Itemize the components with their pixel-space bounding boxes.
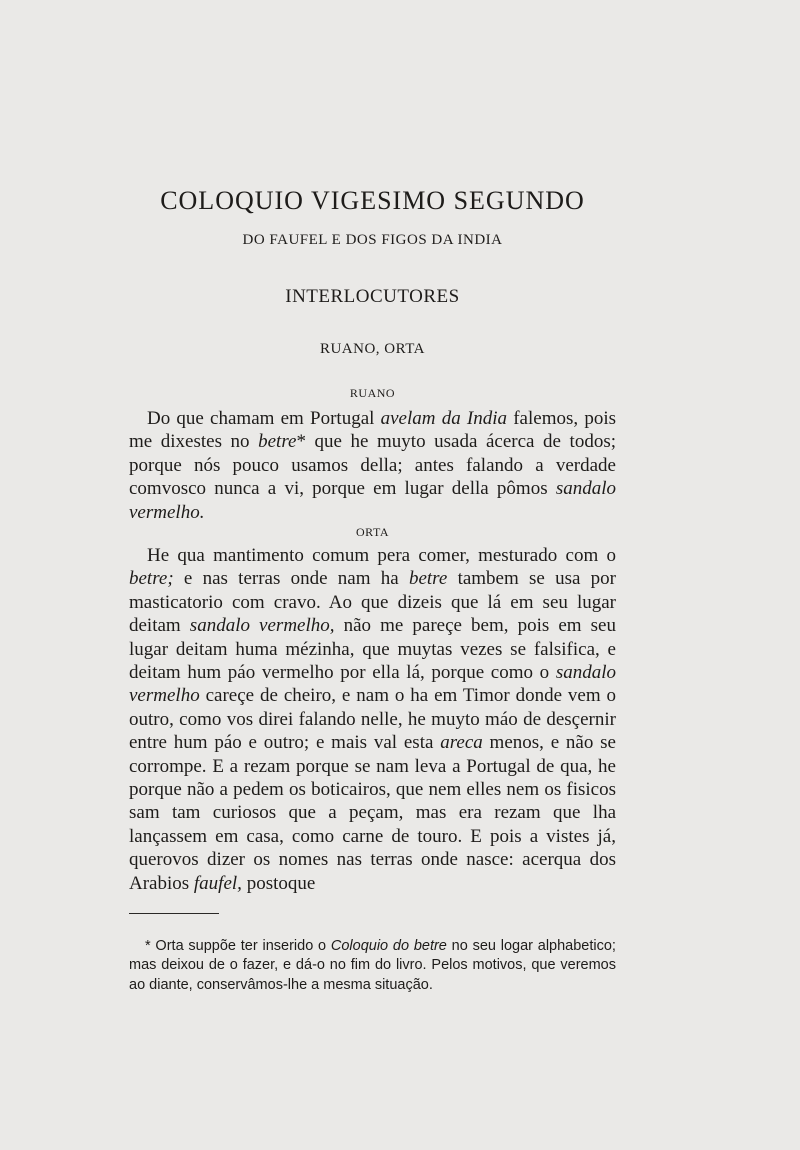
italic-term: areca (440, 732, 483, 754)
italic-term: Coloquio do betre (330, 938, 447, 954)
text-run: * Orta suppõe ter inserido o (145, 938, 331, 954)
chapter-subtitle: DO FAUFEL E DOS FIGOS DA INDIA (242, 232, 503, 248)
text-run: * que he muyto usada ácerca de todos; porque nós pouco usamos della; antes falando a verdade comvosco nunca a vi, porque em lugar della pômos (129, 431, 616, 500)
italic-term: sandalo vermelho. (129, 478, 616, 523)
italic-term: avelam da India (380, 408, 508, 429)
italic-term: betre (408, 568, 448, 590)
text-run: careçe de cheiro, e nam o ha em Timor donde vem o outro, como vos direi falando nelle, he muyto máo de desçernir entre hum páo e outro; e mais val esta (129, 685, 616, 754)
text-run: Do que chamam em Portugal (147, 408, 381, 429)
dialogue-paragraph-orta (129, 544, 616, 895)
italic-term: faufel, (193, 872, 242, 894)
text-run: tambem se usa por masticatorio com cravo. Ao que dizeis que lá em seu lugar deitam (129, 568, 616, 637)
show-through-text (470, 118, 474, 136)
italic-term: sandalo vermelho, (189, 615, 335, 637)
speaker-label-ruano: RUANO (349, 386, 396, 400)
text-run: postoque (241, 872, 316, 894)
italic-term: betre (258, 431, 297, 453)
footnote-rule (129, 913, 219, 914)
italic-term: betre; (129, 568, 174, 590)
text-run: falemos, pois me dixestes no (129, 408, 616, 453)
dialogue-paragraph-ruano (129, 407, 616, 524)
text-run: no seu logar alphabetico; mas deixou de o fazer, e dá-o no fim do livro. Pelos motivos, que veremos ao diante, conservâmos-lhe a mesma situação. (129, 938, 616, 993)
italic-term: sandalo vermelho (129, 662, 616, 707)
text-run: e nas terras onde nam ha (173, 568, 409, 590)
chapter-title: COLOQUIO VIGESIMO SEGUNDO (160, 186, 585, 215)
text-run: He qua mantimento comum pera comer, mesturado com o (147, 545, 616, 566)
speakers-list: RUANO, ORTA (319, 341, 426, 357)
footnote (129, 937, 616, 995)
section-heading: INTERLOCUTORES (285, 286, 460, 307)
text-run: não me pareçe bem, pois em seu lugar deitam huma mézinha, que muytas vezes se falsifica, e deitam hum páo vermelho por ella lá, porque como o (129, 615, 616, 684)
text-run: menos, e não se corrompe. E a rezam porque se nam leva a Portugal de qua, he porque não a pedem os boticairos, que nem elles nem os fisicos sam tam curiosos que a peçam, mas era rezam que lha lançassem em casa, como carne de touro. E pois a vistes já, querovos dizer os nomes nas terras onde nasce: acerqua dos Arabios (129, 732, 616, 894)
speaker-label-orta: ORTA (356, 525, 389, 539)
